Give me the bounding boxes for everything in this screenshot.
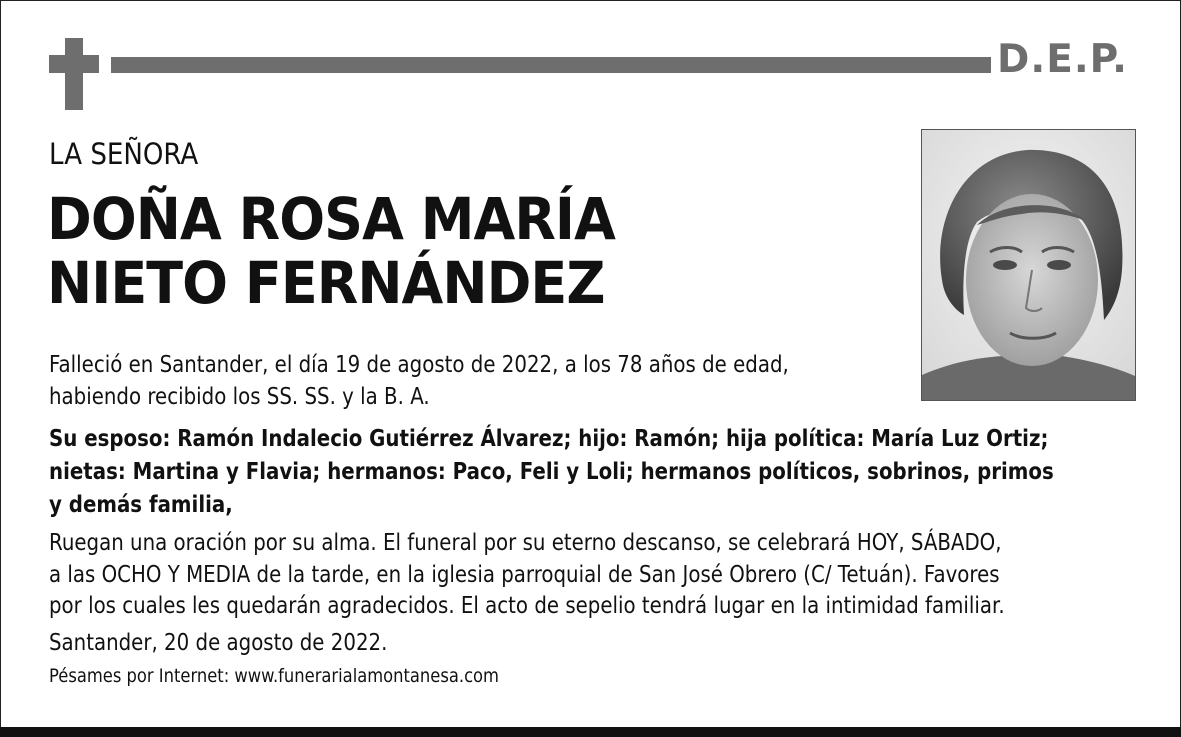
cross-icon	[49, 38, 99, 110]
deceased-name	[47, 187, 615, 315]
family-line-2: nietas: Martina y Flavia; hermanos: Paco, Feli y Loli; hermanos políticos, sobrinos, primos	[49, 459, 1054, 485]
condolences-line: Pésames por Internet: www.funerarialamontanesa.com	[49, 665, 499, 687]
name-line-1: DOÑA ROSA MARÍA	[47, 185, 615, 253]
death-line-2: habiendo recibido los SS. SS. y la B. A.	[49, 384, 430, 410]
funeral-line-2: a las OCHO Y MEDIA de la tarde, en la iglesia parroquial de San José Obrero (C/ Tetuán). Favores	[49, 562, 1000, 588]
family-line-3: y demás familia,	[49, 492, 233, 518]
portrait-photo	[921, 129, 1136, 401]
name-line-2: NIETO FERNÁNDEZ	[47, 249, 605, 317]
bottom-bar	[0, 727, 1181, 737]
date-place: Santander, 20 de agosto de 2022.	[49, 630, 388, 656]
portrait-image	[922, 130, 1135, 400]
dep-label: D.E.P.	[997, 37, 1128, 82]
funeral-line-1: Ruegan una oración por su alma. El funeral por su eterno descanso, se celebrará HOY, SÁBADO,	[49, 530, 1002, 556]
header-rule	[111, 57, 991, 73]
death-line-1: Falleció en Santander, el día 19 de agosto de 2022, a los 78 años de edad,	[49, 352, 789, 378]
family-line-1: Su esposo: Ramón Indalecio Gutiérrez Álvarez; hijo: Ramón; hija política: María Luz Ortiz;	[49, 426, 1049, 452]
title-intro: LA SEÑORA	[49, 137, 199, 171]
funeral-line-3: por los cuales les quedarán agradecidos. El acto de sepelio tendrá lugar en la intimidad familiar.	[49, 593, 1005, 619]
